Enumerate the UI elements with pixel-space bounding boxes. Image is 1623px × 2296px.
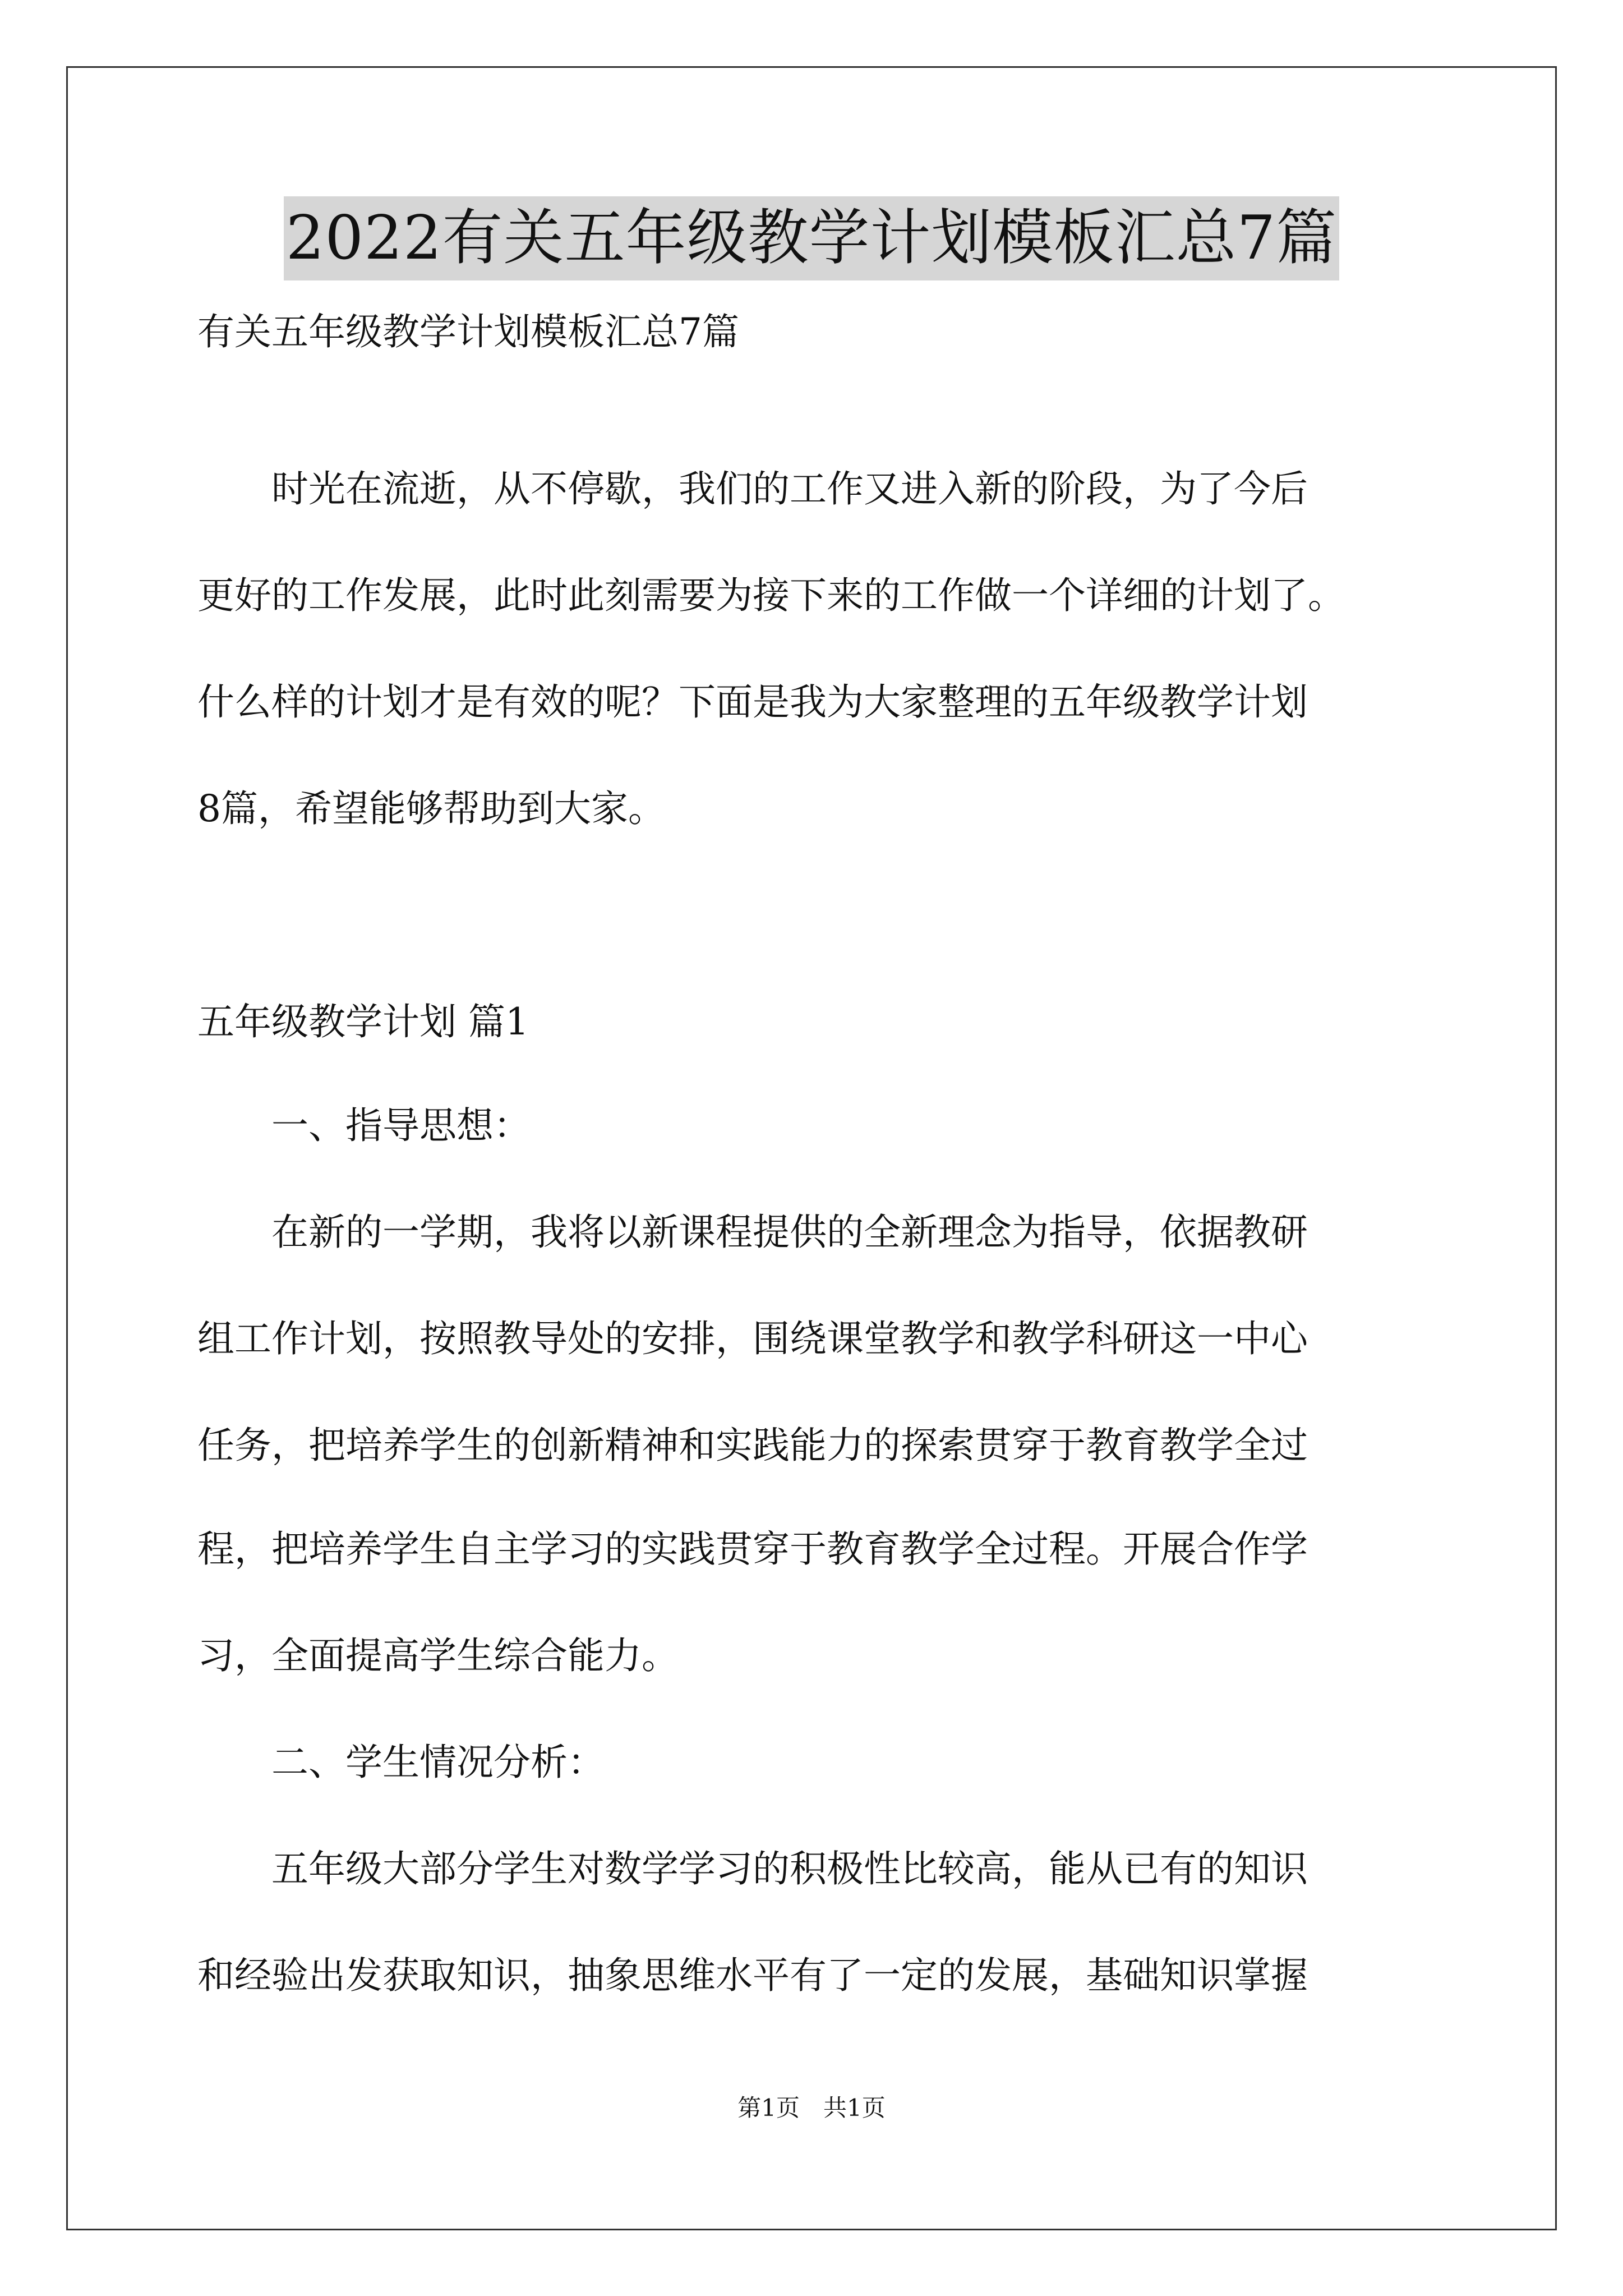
body-line-6: 一、指导思想：: [197, 1104, 531, 1147]
body-line-9: 任务，把培养学生的创新精神和实践能力的探索贯穿于教育教学全过: [197, 1424, 1308, 1467]
body-line-10: 程，把培养学生自主学习的实践贯穿于教育教学全过程。开展合作学: [197, 1527, 1308, 1571]
document-subtitle: 有关五年级教学计划模板汇总7篇: [197, 310, 739, 353]
section-heading: 五年级教学计划 篇1: [197, 1000, 529, 1043]
body-line-4: 8篇，希望能够帮助到大家。: [197, 787, 665, 830]
body-line-7: 在新的一学期，我将以新课程提供的全新理念为指导，依据教研: [197, 1211, 1308, 1254]
page-footer: 第1页 共1页: [737, 2094, 886, 2122]
title-wrap: [0, 196, 1623, 280]
body-line-2: 更好的工作发展，此时此刻需要为接下来的工作做一个详细的计划了。: [197, 574, 1345, 617]
body-line-12: 二、学生情况分析：: [197, 1741, 605, 1784]
body-line-13: 五年级大部分学生对数学学习的积极性比较高，能从已有的知识: [197, 1847, 1308, 1890]
body-line-11: 习，全面提高学生综合能力。: [197, 1634, 679, 1677]
body-line-1: 时光在流逝，从不停歇，我们的工作又进入新的阶段，为了今后: [197, 467, 1308, 510]
body-line-3: 什么样的计划才是有效的呢？下面是我为大家整理的五年级教学计划: [197, 680, 1308, 724]
body-line-8: 组工作计划，按照教导处的安排，围绕课堂教学和教学科研这一中心: [197, 1317, 1308, 1360]
document-title: 2022有关五年级教学计划模板汇总7篇: [284, 196, 1340, 280]
body-line-14: 和经验出发获取知识，抽象思维水平有了一定的发展，基础知识掌握: [197, 1954, 1308, 1997]
